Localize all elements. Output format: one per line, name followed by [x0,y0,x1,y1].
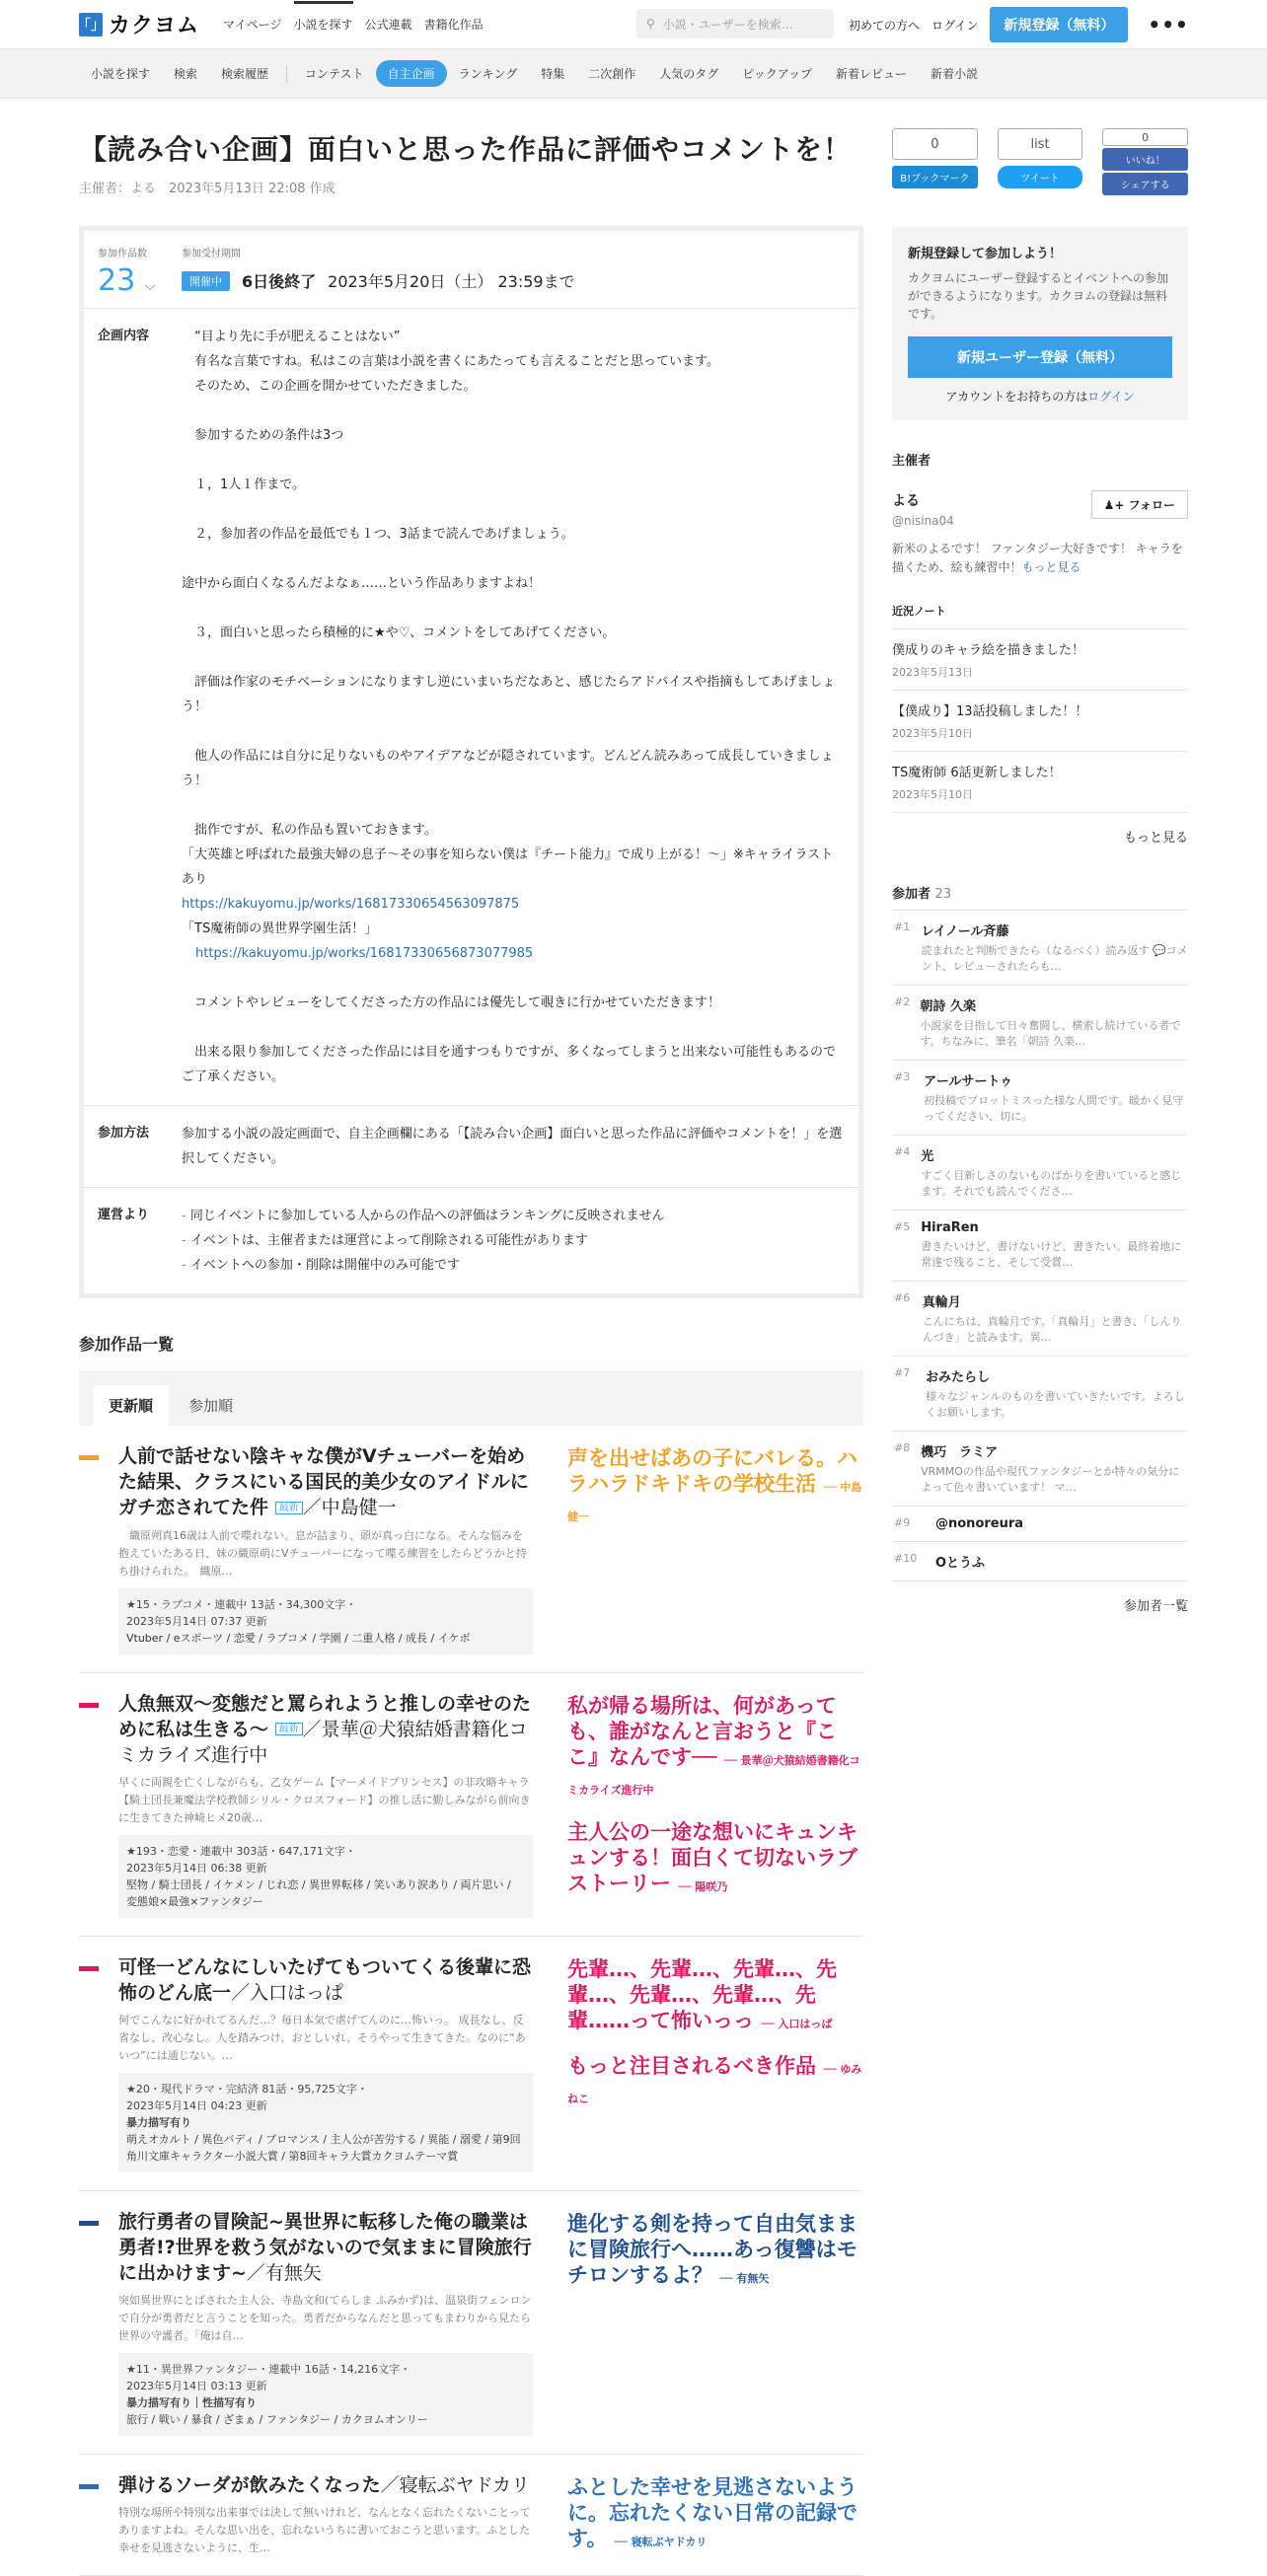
first-time-link[interactable]: 初めての方へ [849,18,921,33]
participant-rank: #2 [894,995,911,1008]
participant-rank: #9 [894,1516,911,1529]
review[interactable] [567,1693,863,1803]
participant-rank: #7 [894,1366,911,1379]
participant-item[interactable] [892,911,1188,986]
logo-text: カクヨム [109,14,200,38]
work-author[interactable]: ／有無矢 [246,2262,322,2284]
ops-list [182,1204,845,1278]
deadline: 2023年5月20日（土） 23:59まで [328,272,575,291]
ops-item: - 同じイベントに参加している人からの作品への評価はランキングに反映されません [182,1204,845,1228]
work-info [118,1588,533,1655]
count-block [98,245,182,298]
note-date: 2023年5月13日 [892,666,973,679]
content-line: 拙作ですが、私の作品も置いておきます。 [182,823,437,838]
subnav-search[interactable]: 検索 [174,67,198,81]
work-main [118,1954,533,2172]
participants-label: 参加者 [892,887,932,902]
participant-item[interactable] [892,1542,1188,1582]
bookmark-count: 0 [892,128,978,160]
review-text: 声を出せばあの子にバレる。ハラハラドキドキの学校生活 [567,1446,857,1496]
notes-list [892,628,1188,812]
like-count: 0 [1102,128,1188,146]
like-widget[interactable] [1102,128,1188,195]
notes-more-link[interactable]: もっと見る [892,812,1188,859]
ts-work-line: 「TS魔術師の異世界学園生活！」 [182,921,378,936]
subnav-explore[interactable]: 小説を探す [91,67,151,81]
review-author: ── 景華＠犬猿結婚書籍化コミカライズ進行中 [567,1753,860,1797]
work-date: 2023年5月14日 04:23 更新 [126,2099,267,2112]
review[interactable] [567,1445,863,1530]
ops-item: - イベントへの参加・削除は開催中のみ可能です [182,1253,845,1278]
review[interactable] [567,2474,863,2555]
subnav-contest[interactable]: コンテスト [305,67,364,81]
note-item[interactable] [892,690,1188,751]
participant-rank: #6 [894,1291,911,1304]
host-bio [892,540,1188,577]
nav-books[interactable]: 書籍化作品 [423,18,484,32]
participant-desc: VRMMOの作品や現代ファンタジーとか特々の気分によって色々書いています！ マ… [921,1465,1180,1494]
join-login-prefix: アカウントをお持ちの方は [945,390,1088,404]
bookmark-button[interactable]: B!ブックマーク [892,166,978,188]
content-lines [182,325,845,892]
nav-explore[interactable]: 小説を探す [294,1,353,47]
works-list [79,1426,863,2576]
participant-desc: 書きたいけど、書けないけど、書きたい。最終着地に常達で残ること、そして受賞… [921,1240,1182,1269]
participant-desc: 様々なジャンルのものを書いていきたいです。よろしくお願いします。 [925,1390,1185,1419]
work-title[interactable] [118,1691,533,1769]
content-lines-2 [182,966,845,1089]
work-description: 早くに両親を亡くしながらも、乙女ゲーム【マーメイドプリンセス】の非攻略キャラ【騎士団長兼魔法学校教師シリル・クロスフォード】の推し活に勤しみながら前向きに生きてきた神崎ヒメ20歳… [118,1776,531,1824]
work-title-text[interactable]: 人魚無双〜変態だと罵られようと推しの幸せのために私は生きる〜 [118,1692,532,1740]
search-placeholder: 小説・ユーザーを検索… [662,17,793,32]
participant-item[interactable] [892,1432,1188,1507]
tweet-widget[interactable] [998,128,1083,195]
participant-name[interactable]: @nonoreura [935,1516,1024,1531]
subnav-tags[interactable]: 人気のタグ [659,67,719,81]
participant-item[interactable] [892,1211,1188,1282]
more-menu-icon[interactable]: ••• [1148,13,1189,37]
work-title[interactable] [118,2472,533,2498]
content-line: 他人の作品には自分に足りないものやアイデアなどが隠されています。どんどん読みあって成長していきましょう！ [182,749,834,788]
work-title[interactable] [118,1954,533,2006]
period-label: 参加受付期間 [182,249,241,259]
review[interactable] [567,2211,863,2292]
participant-desc: 初投稿でプロットミスった様な人間です。暖かく見守ってください、切に。 [924,1094,1184,1123]
follow-button[interactable] [1091,490,1188,519]
join-title: 新規登録して参加しよう！ [908,247,1063,261]
participant-item[interactable] [892,1507,1188,1542]
content-line [182,547,845,571]
review-text: ふとした幸せを見逃さないように。忘れたくない日常の記録です。 [567,2475,857,2550]
work-item [79,2455,863,2576]
content-line: 有名な言葉ですね。私はこの言葉は小説を書くにあたっても言えることだと思っています。 [182,354,719,369]
content-line: 出来る限り参加してくださった作品には目を通すつもりですが、多くなってしまうと出来ない可能性もあるのでご了承ください。 [182,1045,837,1084]
content-line: “目より先に手が肥えることはない” [182,330,401,344]
content-label: 企画内容 [98,329,150,343]
participant-name[interactable]: 朝詩 久楽 [920,999,976,1014]
like-button[interactable]: いいね！ [1102,148,1188,171]
content-line: ２，参加者の作品を最低でも１つ、3話まで読んであげましょう。 [182,527,574,542]
participant-name[interactable]: Oとうふ [935,1556,986,1571]
participant-item[interactable] [892,1061,1188,1136]
work-flags: 暴力描写有り [126,2116,191,2129]
content-line [182,497,845,522]
review[interactable] [567,1819,863,1900]
work-reviews [567,2211,863,2308]
work-title-text[interactable]: 可怪一どんなにしいたげてもついてくる後輩に恐怖のどん底一 [118,1956,532,2004]
host-more-link[interactable]: もっと見る [1021,560,1081,574]
content-line [182,719,845,744]
content-line: 途中から面白くなるんだよなぁ……という作品ありますよね！ [182,576,542,591]
participant-body [921,1441,1188,1496]
period-block [182,245,575,298]
content-line: そのため、この企画を開かせていただきました。 [182,379,477,394]
participants-heading [892,883,1188,902]
work-date: 2023年5月14日 06:38 更新 [126,1862,267,1875]
participant-rank: #10 [894,1552,918,1565]
subnav-new[interactable]: 新着小説 [930,67,978,81]
work-reviews [567,1445,863,1546]
tweet-count: list [998,128,1083,160]
work-main [118,2472,533,2557]
participant-body [921,1220,1188,1271]
divider [286,65,287,83]
review[interactable] [567,2053,863,2112]
host-id: @nisina04 [892,514,954,528]
participant-name[interactable]: レイノール斉藤 [921,924,1009,939]
participant-body [920,995,1188,1050]
participant-rank: #4 [894,1145,911,1158]
work-link-2[interactable]: https://kakuyomu.jp/works/16817330656873077985 [195,946,534,961]
howto-text: 参加する小説の設定画面で、自主企画欄にある「【読み合い企画】面白いと思った作品に評価やコメントを！」を選択してください。 [182,1127,843,1166]
participant-desc: すごく目新しさのないものばかりを書いていると感じます。それでも読んでくださ… [921,1169,1182,1198]
content-line: １，1人１作まで。 [182,478,306,492]
content-line: 「大英雄と呼ばれた最強夫婦の息子～その事を知らない僕は『チート能力』で成り上がる！〜」※キャライラストあり [182,847,834,887]
ops-label: 運営より [98,1208,150,1222]
note-title[interactable]: TS魔術師 6話更新しました！ [892,766,1062,780]
work-author[interactable]: ／中島健一 [302,1497,397,1518]
subnav-fanfic[interactable]: 二次創作 [588,67,636,81]
host-name[interactable]: よる [892,493,920,509]
work-item [79,2191,863,2455]
work-info [118,2073,533,2172]
join-login-link[interactable]: ログイン [1087,390,1135,404]
main-column [79,99,863,2576]
work-tags[interactable]: Vtuber / eスポーツ / 恋愛 / ラブコメ / 学園 / 二重人格 / 成長 / イケボ [126,1631,471,1645]
work-color-bar [79,1455,99,1460]
work-main [118,1691,533,1919]
participant-item[interactable] [892,986,1188,1061]
bookmark-widget[interactable] [892,128,978,195]
work-author[interactable]: ／寝転ぶヤドカリ [380,2474,531,2496]
work-count[interactable] [98,263,182,298]
works-tabs [79,1370,863,1426]
work-date: 2023年5月14日 03:13 更新 [126,2380,267,2392]
chevron-down-icon: ⌵ [144,278,156,294]
participant-name[interactable]: アールサートゥ [924,1074,1013,1089]
review-text: 主人公の一途な想いにキュンキュンする！面白くて切ないラブストーリー [567,1819,857,1895]
review-author: ── 陽咲乃 [678,1879,728,1893]
join-login [908,388,1172,405]
work-author[interactable]: ／入口はっぱ [231,1982,344,2004]
content-line [182,596,845,621]
tab-updated[interactable]: 更新順 [93,1385,169,1426]
work-description: 突如異世界にとばされた主人公、寺島文和(てらしま ふみかず)は、温泉街フェンロンで自分が勇者だと言うことを知った。勇者だからなんだと思ってもまわりから見たら世界の守護者。「俺は自… [118,2294,532,2342]
howto-label: 参加方法 [98,1126,150,1141]
content-body [182,325,845,1089]
participant-body [926,1366,1188,1421]
review-author: ── ゆみねこ [567,2063,862,2105]
event-meta: 主催者：よる 2023年5月13日 22:08 作成 [79,182,335,196]
content-line [182,399,845,423]
participant-desc: 小説家を目指して日々奮闘し、横索し続けている者です。ちなみに、筆名「朝詩 久楽… [920,1019,1181,1048]
work-color-bar [79,1966,99,1971]
participant-item[interactable] [892,1357,1188,1432]
host-heading: 主催者 [892,454,932,469]
work-item [79,1673,863,1938]
participant-name[interactable]: 真輪月 [922,1295,961,1310]
work-reviews [567,1693,863,1916]
review[interactable] [567,1956,863,2037]
note-item[interactable] [892,751,1188,812]
header-actions [849,0,1189,49]
work-item [79,1937,863,2191]
work-main [118,1443,533,1655]
tweet-button[interactable]: ツイート [998,166,1083,188]
work-title[interactable] [118,2209,533,2286]
subnav-ranking[interactable]: ランキング [458,67,518,81]
user-plus-icon: ♟+ [1103,498,1129,512]
review-text: 私が帰る場所は、何があっても、誰がなんと言おうと『ここ』なんです── [567,1693,837,1769]
search-icon: ⚲ [646,17,655,31]
subnav-events[interactable]: 自主企画 [376,60,447,87]
participants-count: 23 [934,887,952,902]
content-line: 参加するための条件は3つ [182,428,344,443]
logo-icon: 「」 [79,13,103,37]
content-section [84,309,858,1106]
participant-body [935,1516,1023,1531]
ops-item: - イベントは、主催者または運営によって削除される可能性があります [182,1228,845,1253]
new-badge: 最新 [275,1723,303,1735]
participant-rank: #3 [894,1070,911,1083]
works-heading: 参加作品一覧 [79,1335,175,1354]
participant-name[interactable]: HiraRen [921,1220,979,1235]
participant-body [923,1291,1188,1346]
participants-more-link[interactable]: 参加者一覧 [1123,1599,1188,1614]
header [0,0,1267,49]
work-description: 何でこんなに好かれてるんだ…？毎日本気で虐げてんのに…怖いっ。 成長なし、反省なし、改心なし。人を踏みつけ、おとしいれ、そうやって生きてきた。なのに“あいつ”には通じない。… [118,2014,526,2062]
host-bio-text: 新米のよるです！ ファンタジー大好きです！ キャラを描くため、絵も練習中！ [892,542,1183,574]
event-box [79,226,863,1298]
content-line [182,966,845,991]
participant-desc: 読まれたと判断できたら（なるべく）読み返す 💬コメント、レビューされたらも… [921,944,1188,973]
login-link[interactable]: ログイン [932,18,979,33]
work-date: 2023年5月14日 07:37 更新 [126,1614,267,1628]
participant-name[interactable]: 光 [921,1149,934,1164]
content-line [182,645,845,670]
work-color-bar [79,2221,99,2226]
page-title: 【読み合い企画】面白いと思った作品に評価やコメントを！ [79,133,853,166]
work-stats: ★193・恋愛・連載中 303話・647,171文字・ [126,1845,356,1858]
subnav-feature[interactable]: 特集 [541,67,565,81]
notes-heading: 近況ノート [892,605,946,618]
work-tags[interactable]: 堅物 / 騎士団長 / イケメン / じれ恋 / 異世界転移 / 笑いあり涙あり / 両片思い / 変態娘×最強×ファンタジー [126,1878,511,1908]
ops-section [84,1188,858,1293]
participant-body [924,1070,1188,1125]
tab-joined[interactable]: 参加順 [188,1397,234,1415]
work-main [118,2209,533,2436]
work-reviews [567,1956,863,2128]
content-line [182,793,845,818]
subnav-reviews[interactable]: 新着レビュー [835,67,907,81]
work-flags: 暴力描写有り｜性描写有り [126,2396,257,2409]
social-buttons [892,128,1188,195]
work-description: 特別な場所や特別な出来事では決して無いけれど、なんとなく忘れたくないことってありますよね。そんな思い出を、忘れないうちに書いておこうと思います。ふとした幸せを見逃さないように、生… [118,2506,531,2554]
work-color-bar [79,1703,99,1708]
participant-body [921,1145,1188,1200]
participant-desc: こんにちは、真輪月です。「真輪月」と書き、「しんりんづき」と読みます。異… [922,1315,1182,1344]
join-box [892,227,1188,420]
review-author: ── 有無矢 [719,2272,770,2285]
work-color-bar [79,2484,99,2489]
work-link-1[interactable]: https://kakuyomu.jp/works/16817330654563097875 [182,897,520,912]
participant-body [922,920,1188,975]
work-info [118,2353,533,2436]
nav-mypage[interactable]: マイページ [223,18,282,32]
participant-name[interactable]: おみたらし [925,1370,990,1385]
howto-section [84,1106,858,1188]
review-author: ── 寝転ぶヤドカリ [614,2536,708,2548]
note-date: 2023年5月10日 [892,727,973,740]
content-line: コメントやレビューをしてくださった方の作品には優先して覗きに行かせていただきます！ [182,995,721,1010]
participant-item[interactable] [892,1282,1188,1357]
participant-item[interactable] [892,1136,1188,1211]
period-row [182,269,575,292]
remaining-days: 6日後終了 [242,272,317,291]
review-author: ── 入口はっぱ [761,2018,833,2030]
work-info [118,1835,533,1918]
work-tags[interactable]: 旅行 / 戦い / 暴食 / ざまぁ / ファンタジー / カクヨムオンリー [126,2413,428,2426]
review-author: ── 中島健一 [567,1481,862,1523]
top-nav [223,1,484,47]
subnav-pickup[interactable]: ピックアップ [742,67,812,81]
nav-official[interactable]: 公式連載 [364,18,412,32]
content-line [182,448,845,473]
subnav-history[interactable]: 検索履歴 [221,67,269,81]
note-date: 2023年5月10日 [892,788,973,801]
sub-nav [0,49,1267,99]
join-text: カクヨムにユーザー登録するとイベントへの参加ができるようになります。カクヨムの登録は無料です。 [908,271,1169,321]
work-stats: ★11・異世界ファンタジー・連載中 16話・14,216文字・ [126,2363,411,2376]
content-line: ３，面白いと思ったら積極的に★や♡、コメントをしてあげてください。 [182,626,616,640]
participant-body [935,1552,985,1571]
review-text: 先輩…、先輩…、先輩…、先輩…、先輩…、先輩…、先輩……って怖いっっ [567,1957,837,2032]
review-text: もっと注目されるべき作品 [567,2054,816,2078]
work-tags[interactable]: 萌えオカルト / 異色バディ / ブロマンス / 主人公が苦労する / 異能 / 溺愛 / 第9回角川文庫キャラクター小説大賞 / 第8回キャラ大賞カクヨムテーマ賞 [126,2133,521,2163]
work-author[interactable]: ／景華＠犬猿結婚書籍化コミカライズ進行中 [118,1718,528,1766]
share-button[interactable]: シェアする [1102,173,1188,195]
note-title[interactable]: 【僕成り】13話投稿しました！！ [892,704,1088,719]
sidebar [892,99,1188,1628]
host-card [892,490,1188,577]
work-stats: ★20・現代ドラマ・完結済 81話・95,725文字・ [126,2083,368,2096]
participants-list [892,910,1188,1582]
logo[interactable] [79,9,199,39]
content-line [182,1015,845,1040]
review-text: 進化する剣を持って自由気ままに冒険旅行へ……あっ復讐はモチロンするよ？ [567,2212,857,2287]
join-register-button[interactable]: 新規ユーザー登録（無料） [908,336,1172,378]
work-stats: ★15・ラブコメ・連載中 13話・34,300文字・ [126,1597,357,1611]
work-count-value: 23 [98,263,136,298]
follow-label: フォロー [1128,498,1175,512]
new-badge: 最新 [275,1502,303,1514]
participant-rank: #1 [894,920,911,933]
work-description: 織原朔真16歳は人前で喋れない。息が詰まり、頭が真っ白になる。そんな悩みを抱えていたある日、妹の織原萌にVチューバーになって喋る練習をしたらどうかと持ち掛けられた。 織原… [118,1528,527,1578]
note-item[interactable] [892,628,1188,690]
event-summary [84,231,858,309]
participant-rank: #5 [894,1220,911,1233]
note-title[interactable]: 僕成りのキャラ絵を描きました！ [892,643,1085,658]
count-label: 参加作品数 [98,249,147,259]
participant-rank: #8 [894,1441,911,1454]
work-item [79,1426,863,1673]
work-reviews [567,2474,863,2571]
search-input[interactable] [636,9,834,38]
work-title-text[interactable]: 弾けるソーダが飲みたくなった [118,2474,381,2496]
participant-name[interactable]: 機巧 ラミア [921,1445,999,1460]
work-title-text[interactable]: 人前で話せない陰キャな僕がVチューバーを始めた結果、クラスにいる国民的美少女のアイドルにガチ恋されてた件 [118,1445,529,1518]
work-title[interactable] [118,1443,533,1521]
register-button[interactable]: 新規登録（無料） [990,7,1128,42]
work-title-text[interactable]: 旅行勇者の冒険記~異世界に転移した俺の職業は勇者!?世界を救う気がないので気ままに冒険旅行に出かけます~ [118,2211,532,2284]
status-badge: 開催中 [182,271,230,291]
content-line: 評価は作家のモチベーションになりますし逆にいまいちだなあと、感じたらアドバイスや指摘もしてあげましょう！ [182,675,836,714]
